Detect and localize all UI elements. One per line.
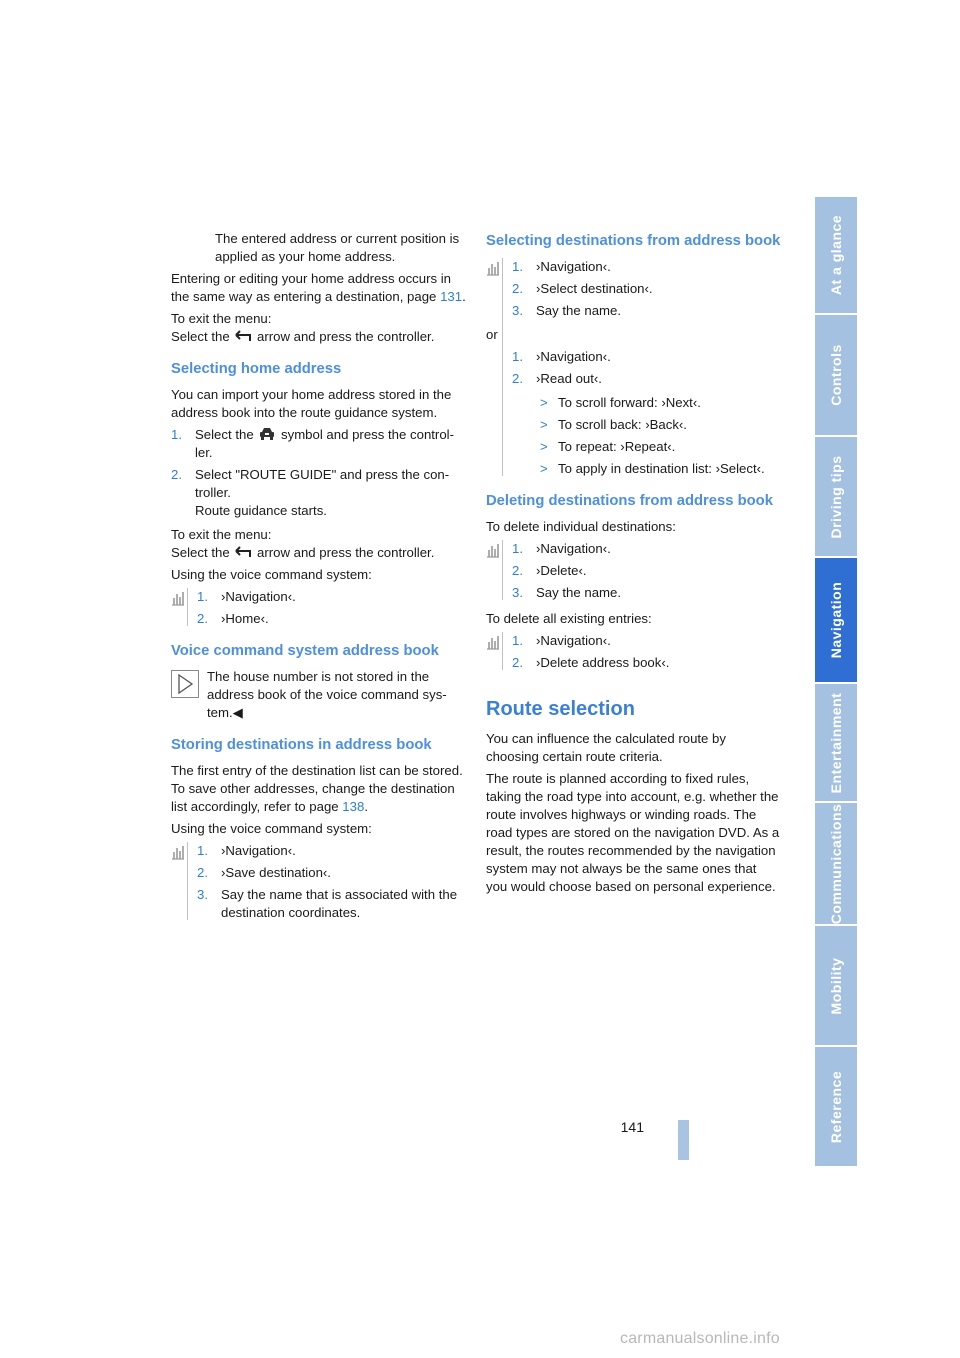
tab-label: At a glance bbox=[828, 214, 844, 296]
intro-text: The entered address or current position is applied as your home address. bbox=[215, 231, 460, 264]
step-text: ›Navigation‹. bbox=[221, 589, 296, 604]
exit-menu-1-pre: Select the bbox=[171, 329, 230, 344]
exit-menu-1 bbox=[171, 310, 466, 346]
storing-text: The first entry of the destination list can be stored. To save other addresses, change the destination list accordingly, refer to page bbox=[171, 763, 463, 814]
heading-deleting-destinations: Deleting destinations from address book bbox=[486, 493, 773, 509]
step-number: 2. bbox=[512, 281, 523, 296]
exit-menu-2-pre: Select the bbox=[171, 545, 230, 560]
tab-communications[interactable] bbox=[815, 803, 857, 926]
voice-command-icon bbox=[486, 632, 500, 650]
voice-command-icon bbox=[486, 258, 500, 276]
note-block bbox=[171, 668, 466, 722]
note-triangle-icon bbox=[171, 670, 199, 698]
step-number: 1. bbox=[512, 633, 523, 648]
step-text: ›Navigation‹. bbox=[536, 633, 611, 648]
watermark: carmanualsonline.info bbox=[620, 1330, 780, 1347]
page-link-131[interactable]: 131 bbox=[440, 289, 463, 304]
step-text-post: symbol and press the control-ler. bbox=[195, 427, 454, 460]
heading-voice-address-book: Voice command system address book bbox=[171, 643, 439, 659]
voice-steps-list bbox=[512, 258, 781, 320]
delete-individual-text: To delete individual destinations: bbox=[486, 519, 676, 534]
list-item: > To repeat: ›Repeat‹. bbox=[540, 439, 676, 454]
step-text: ›Read out‹. bbox=[536, 371, 602, 386]
back-arrow-icon bbox=[235, 330, 251, 342]
step-number: 1. bbox=[197, 843, 208, 858]
end-mark-icon: ◀ bbox=[232, 705, 243, 720]
step-number: 2. bbox=[171, 467, 182, 482]
step-number: 3. bbox=[197, 887, 208, 902]
page-number: 141 bbox=[620, 1119, 644, 1135]
list-item bbox=[512, 632, 781, 650]
voice-command-icon bbox=[486, 540, 500, 558]
step-number: 1. bbox=[512, 259, 523, 274]
step-text: ›Navigation‹. bbox=[221, 843, 296, 858]
step-text: Select "ROUTE GUIDE" and press the con-troller. bbox=[195, 467, 450, 500]
note-body: The house number is not stored in the address book of the voice command sys-tem. bbox=[207, 669, 447, 720]
heading-selecting-destinations: Selecting destinations from address book bbox=[486, 233, 781, 249]
list-item bbox=[197, 588, 466, 606]
exit-menu-1-label: To exit the menu: bbox=[171, 311, 272, 326]
list-item bbox=[512, 654, 781, 672]
tab-reference[interactable] bbox=[815, 1047, 857, 1168]
heading-storing-destinations: Storing destinations in address book bbox=[171, 737, 432, 753]
step-number: 3. bbox=[512, 303, 523, 318]
delete-all-text: To delete all existing entries: bbox=[486, 611, 652, 626]
step-text-pre: Select the bbox=[195, 427, 254, 442]
step-text: ›Navigation‹. bbox=[536, 259, 611, 274]
list-item: > To scroll back: ›Back‹. bbox=[540, 417, 687, 432]
option-text: To apply in destination list: ›Select‹. bbox=[558, 461, 765, 476]
list-item bbox=[512, 562, 781, 580]
option-text: To scroll forward: ›Next‹. bbox=[558, 395, 701, 410]
voice-commands-select bbox=[486, 258, 781, 478]
step-number: 2. bbox=[512, 563, 523, 578]
list-item bbox=[512, 258, 781, 276]
route-paragraph-1: You can influence the calculated route by choosing certain route criteria. bbox=[486, 731, 726, 764]
step-text: ›Home‹. bbox=[221, 611, 269, 626]
list-item bbox=[197, 886, 466, 922]
tab-label: Driving tips bbox=[828, 454, 844, 539]
list-item: > To apply in destination list: ›Select‹. bbox=[540, 461, 765, 476]
step-number: 2. bbox=[197, 865, 208, 880]
page-marker-bar bbox=[678, 1120, 689, 1160]
voice-steps-list bbox=[197, 842, 466, 922]
list-item bbox=[512, 348, 781, 366]
voice-steps-list bbox=[197, 588, 466, 628]
voice-command-icon bbox=[171, 842, 185, 860]
tab-label: Entertainment bbox=[828, 692, 844, 793]
option-text: To repeat: ›Repeat‹. bbox=[558, 439, 676, 454]
tab-label: Reference bbox=[828, 1070, 844, 1143]
voice-intro-2: Using the voice command system: bbox=[171, 821, 372, 836]
voice-intro-1: Using the voice command system: bbox=[171, 567, 372, 582]
list-item bbox=[512, 584, 781, 602]
voice-commands-save bbox=[171, 842, 466, 922]
back-arrow-icon bbox=[235, 546, 251, 558]
list-item bbox=[197, 864, 466, 882]
home-steps-list bbox=[171, 426, 466, 520]
exit-menu-2-post: arrow and press the controller. bbox=[257, 545, 435, 560]
step-number: 1. bbox=[512, 349, 523, 364]
step-text: Say the name. bbox=[536, 585, 622, 600]
home-import-paragraph: You can import your home address stored in the address book into the route guidance system. bbox=[171, 387, 452, 420]
or-separator: or bbox=[486, 327, 498, 342]
route-paragraph-2: The route is planned according to fixed rules, taking the road type into account, e.g. whether the route involves highways or winding roads. The road types are stored on the navigation DVD. As a result, the routes recommended by the navigation system may not always be the same ones that you would choose based on personal experience. bbox=[486, 771, 780, 894]
step-number: 3. bbox=[512, 585, 523, 600]
step-text: ›Navigation‹. bbox=[536, 349, 611, 364]
tab-entertainment[interactable] bbox=[815, 684, 857, 803]
step-number: 1. bbox=[512, 541, 523, 556]
step-text: ›Navigation‹. bbox=[536, 541, 611, 556]
exit-menu-1-post: arrow and press the controller. bbox=[257, 329, 435, 344]
step-text: Say the name. bbox=[536, 303, 622, 318]
exit-menu-2-label: To exit the menu: bbox=[171, 527, 272, 542]
list-item bbox=[512, 370, 781, 388]
read-out-options bbox=[512, 394, 781, 478]
heading-route-selection: Route selection bbox=[486, 698, 635, 720]
step-text: ›Select destination‹. bbox=[536, 281, 653, 296]
tab-label: Mobility bbox=[828, 957, 844, 1014]
step-text: Say the name that is associated with the destination coordinates. bbox=[221, 887, 458, 920]
right-column bbox=[486, 230, 781, 900]
list-item bbox=[512, 302, 781, 320]
storing-paragraph: The first entry of the destination list can be stored. To save other addresses, change the destination list accordingly, refer to page 138. bbox=[171, 763, 463, 814]
list-item bbox=[512, 280, 781, 298]
page-link-138[interactable]: 138 bbox=[342, 799, 365, 814]
tab-label: Controls bbox=[828, 344, 844, 406]
voice-commands-delete bbox=[486, 540, 781, 602]
voice-command-icon bbox=[171, 588, 185, 606]
voice-steps-list bbox=[512, 540, 781, 602]
list-item bbox=[197, 610, 466, 628]
step-number: 2. bbox=[197, 611, 208, 626]
list-item: > To scroll forward: ›Next‹. bbox=[540, 395, 701, 410]
tab-controls[interactable] bbox=[815, 315, 857, 437]
exit-menu-2 bbox=[171, 526, 466, 562]
step-number: 1. bbox=[197, 589, 208, 604]
list-item bbox=[171, 466, 466, 520]
note-text bbox=[171, 668, 466, 722]
voice-commands-delete-all bbox=[486, 632, 781, 672]
step-number: 2. bbox=[512, 655, 523, 670]
option-text: To scroll back: ›Back‹. bbox=[558, 417, 687, 432]
step-text: ›Delete address book‹. bbox=[536, 655, 670, 670]
tab-mobility[interactable] bbox=[815, 926, 857, 1047]
step-subtext: Route guidance starts. bbox=[195, 503, 327, 518]
tab-at-a-glance[interactable] bbox=[815, 197, 857, 315]
list-item bbox=[197, 842, 466, 860]
tab-navigation[interactable] bbox=[815, 558, 857, 684]
list-item bbox=[171, 426, 466, 462]
voice-steps-list bbox=[512, 348, 781, 388]
home-car-icon bbox=[259, 427, 275, 440]
chapter-tabs bbox=[815, 197, 857, 1168]
step-text: ›Delete‹. bbox=[536, 563, 587, 578]
tab-driving-tips[interactable] bbox=[815, 437, 857, 558]
voice-commands-home bbox=[171, 588, 466, 628]
step-text: ›Save destination‹. bbox=[221, 865, 331, 880]
left-column bbox=[171, 230, 466, 930]
tab-label: Communications bbox=[828, 803, 844, 924]
heading-selecting-home-address: Selecting home address bbox=[171, 361, 342, 377]
step-number: 1. bbox=[171, 427, 182, 442]
home-edit-paragraph: Entering or editing your home address occurs in the same way as entering a destination, page 131. bbox=[171, 271, 466, 304]
step-number: 2. bbox=[512, 371, 523, 386]
tab-label: Navigation bbox=[828, 581, 844, 659]
home-edit-text: Entering or editing your home address occurs in the same way as entering a destination, page bbox=[171, 271, 452, 304]
voice-steps-list bbox=[512, 632, 781, 672]
list-item bbox=[512, 540, 781, 558]
